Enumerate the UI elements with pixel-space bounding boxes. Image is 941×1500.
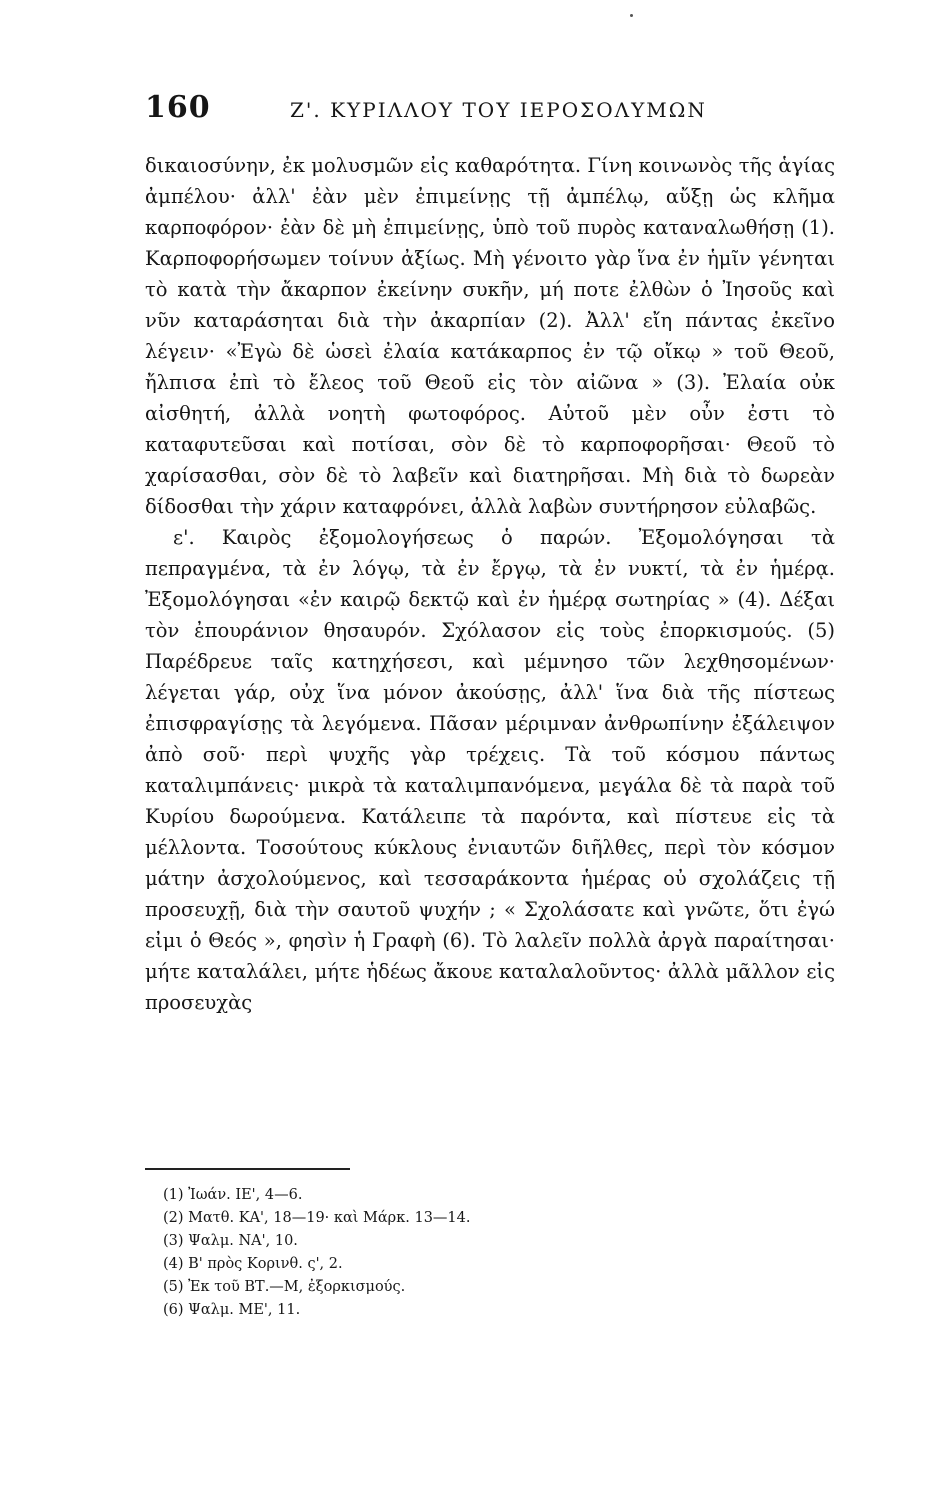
main-text bbox=[145, 150, 835, 1018]
paragraph-section-5: ε'. Καιρὸς ἐξομολογήσεως ὁ παρών. Ἐξομολόγησαι τὰ πεπραγμένα, τὰ ἐν λόγῳ, τὰ ἐν ἔργῳ, τὰ ἐν νυκτί, τὰ ἐν ἡμέρᾳ. Ἐξομολόγησαι «ἐν καιρῷ δεκτῷ καὶ ἐν ἡμέρᾳ σωτηρίας » (4). Δέξαι τὸν ἐπουράνιον θησαυρόν. Σχόλασον εἰς τοὺς ἐπορκισμούς. (5) Παρέδρευε ταῖς κατηχήσεσι, καὶ μέμνησο τῶν λεχθησομένων· λέγεται γάρ, οὐχ ἵνα μόνον ἀκούσῃς, ἀλλ' ἵνα διὰ τῆς πίστεως ἐπισφραγίσῃς τὰ λεγόμενα. Πᾶσαν μέριμναν ἀνθρωπίνην ἐξάλειψον ἀπὸ σοῦ· περὶ ψυχῆς γὰρ τρέχεις. Τὰ τοῦ κόσμου πάντως καταλιμπάνεις· μικρὰ τὰ καταλιμπανόμενα, μεγάλα δὲ τὰ παρὰ τοῦ Κυρίου δωρούμενα. Κατάλειπε τὰ παρόντα, καὶ πίστευε εἰς τὰ μέλλοντα. Τοσούτους κύκλους ἐνιαυτῶν διῆλθες, περὶ τὸν κόσμον μάτην ἀσχολούμενος, καὶ τεσσαράκοντα ἡμέρας οὐ σχολάζεις τῇ προσευχῇ, διὰ τὴν σαυτοῦ ψυχήν ; « Σχολάσατε καὶ γνῶτε, ὅτι ἐγώ εἰμι ὁ Θεός », φησὶν ἡ Γραφὴ (6). Τὸ λαλεῖν πολλὰ ἀργὰ παραίτησαι· μήτε καταλάλει, μήτε ἡδέως ἄκουε καταλαλοῦντος· ἀλλὰ μᾶλλον εἰς προσευχὰς bbox=[145, 526, 835, 1014]
footnote-rule bbox=[145, 1168, 350, 1170]
paragraph-continuation: δικαιοσύνην, ἐκ μολυσμῶν εἰς καθαρότητα. Γίνη κοινωνὸς τῆς ἁγίας ἀμπέλου· ἀλλ' ἐὰν μὲν ἐπιμείνῃς τῇ ἀμπέλῳ, αὔξῃ ὡς κλῆμα καρποφόρον· ἐὰν δὲ μὴ ἐπιμείνῃς, ὑπὸ τοῦ πυρὸς καταναλωθήσῃ (1). Καρποφορήσωμεν τοίνυν ἀξίως. Μὴ γένοιτο γὰρ ἵνα ἐν ἡμῖν γένηται τὸ κατὰ τὴν ἄκαρπον ἐκείνην συκῆν, μή ποτε ἐλθὼν ὁ Ἰησοῦς καὶ νῦν καταράσηται διὰ τὴν ἀκαρπίαν (2). Ἀλλ' εἴη πάντας ἐκεῖνο λέγειν· «Ἐγὼ δὲ ὡσεὶ ἐλαία κατάκαρπος ἐν τῷ οἴκῳ » τοῦ Θεοῦ, ἤλπισα ἐπὶ τὸ ἔλεος τοῦ Θεοῦ εἰς τὸν αἰῶνα » (3). Ἐλαία οὐκ αἰσθητή, ἀλλὰ νοητὴ φωτοφόρος. Αὐτοῦ μὲν οὖν ἐστι τὸ καταφυτεῦσαι καὶ ποτίσαι, σὸν δὲ τὸ καρποφορῆσαι· Θεοῦ τὸ χαρίσασθαι, σὸν δὲ τὸ λαβεῖν καὶ διατηρῆσαι. Μὴ διὰ τὸ δωρεὰν δίδοσθαι τὴν χάριν καταφρόνει, ἀλλὰ λαβὼν συντήρησον εὐλαβῶς. bbox=[145, 154, 835, 518]
footnote-1: (1) Ἰωάν. ΙΕ', 4—6. bbox=[163, 1187, 303, 1203]
footnote-2: (2) Ματθ. ΚΑ', 18—19· καὶ Μάρκ. 13—14. bbox=[163, 1210, 471, 1226]
page-header bbox=[145, 90, 825, 130]
footnote-4: (4) Β' πρὸς Κορινθ. ς', 2. bbox=[163, 1256, 343, 1272]
page-number: 160 bbox=[145, 90, 211, 125]
paper-speck bbox=[630, 14, 633, 17]
footnote-6: (6) Ψαλμ. ΜΕ', 11. bbox=[163, 1302, 301, 1318]
footnote-5: (5) Ἐκ τοῦ ΒΤ.—Μ, ἐξορκισμούς. bbox=[163, 1279, 406, 1295]
running-title: Ζ'. ΚΥΡΙΛΛΟΥ ΤΟΥ ΙΕΡΟΣΟΛΥΜΩΝ bbox=[290, 98, 707, 122]
footnote-3: (3) Ψαλμ. ΝΑ', 10. bbox=[163, 1233, 298, 1249]
footnotes bbox=[163, 1184, 683, 1322]
